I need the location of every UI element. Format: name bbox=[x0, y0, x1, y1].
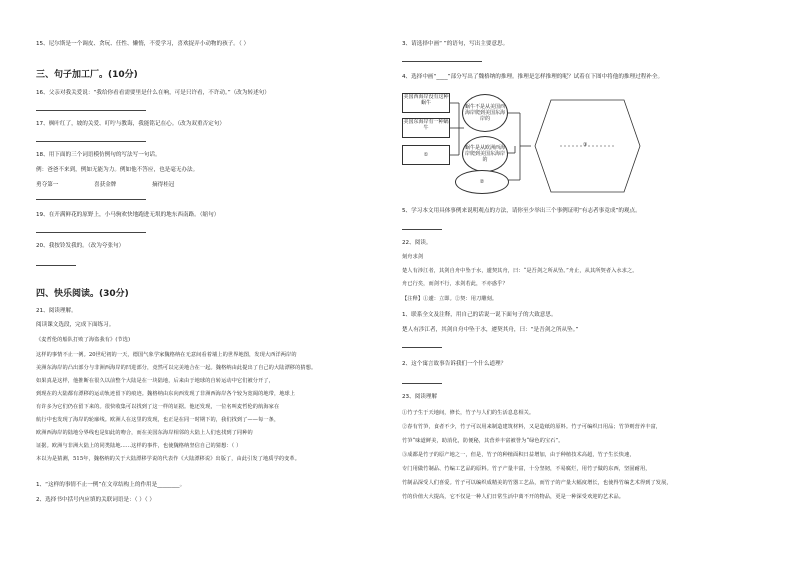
reading-text-line: 专门用做竹制品、竹编工艺品的原料。竹子产量丰富，十分坚韧，不易腐烂，用竹子做的东西，坚固耐用， bbox=[402, 466, 651, 472]
passage-source: 《麦哲伦的船队打败了海盗我有》(节选) bbox=[36, 337, 131, 343]
question-18: 18、用下面的三个词语模仿例句的写法写一句话。 bbox=[36, 152, 161, 158]
passage-line: 如果真是这样，他推断在很久以前整个大陆是在一块陆地，后来由于地球的自转运动中它们被分开了， bbox=[36, 378, 274, 384]
question-18-example: 例：爸爸不来到，例如无能为力。例如他不答应，也是毫无办法。 bbox=[36, 167, 199, 173]
question-17: 17、枫叶红了，坡的关爱、叮咛与教诲，我能铭记在心。（改为双重否定句） bbox=[36, 121, 225, 127]
hexagon-blank-3[interactable]: ③ bbox=[583, 142, 588, 148]
question-21-instruction: 阅读课文选段，完成下面练习。 bbox=[36, 322, 115, 328]
passage-line: 欧洲西海岸的陆地分界线也是如此的吻合，而在美国东海岸相邻的大陆上人们也找到了同种的 bbox=[36, 430, 253, 436]
premise-box-blank-1[interactable]: ① bbox=[402, 145, 450, 165]
answer-line-19[interactable] bbox=[36, 232, 146, 233]
answer-line-18[interactable] bbox=[36, 199, 146, 200]
passage-line: 航行中也发现了海岸的轮廓线。欧洲人在这里的发现，也正是在同一时期下的，我们找到了——每一条， bbox=[36, 417, 280, 423]
reading-text-line: 竹笋“味道鲜美，助消化，防便秘，其营养丰富被誉为“绿色的宝石”。 bbox=[402, 438, 564, 444]
fable-title: 刻舟求剑 bbox=[402, 254, 424, 260]
passage-line: 有许多为它们仍在留下来的。很快收集可以找到了这一样的证据。他还发现，一位名叫麦哲伦的航海家在 bbox=[36, 404, 280, 410]
passage-line: 证据。欧洲与非洲大陆上的同类陆地……这样的事件，也使魏格纳坚信自己的猜想：（ ） bbox=[36, 443, 242, 449]
question-19: 19、在开满鲜花的原野上，小马驹欢快地跑进无垠的地东西南路。（缩句） bbox=[36, 212, 220, 218]
fable-text-line: 楚人有涉江者，其剑自舟中坠于水，遽契其舟，曰：“是吾剑之所从坠。”舟止，从其所契者入水求之。 bbox=[402, 268, 638, 274]
reading-text-line: ②春有竹笋，食者不少，竹子可以用来制造建筑材料，又是造纸的原料。竹子可编织日用品；竹笋则营养丰富， bbox=[402, 424, 662, 430]
fable-notes: 【注释】①遽：立即。②契：用刀雕刻。 bbox=[402, 296, 498, 302]
hexagon-shape bbox=[535, 100, 640, 192]
passage-line: 到现在的大陆都有漂移的运动轨迹留下的痕迹。魏格纳由东向西发现了非洲西海岸各个较为宽阔的地带，地球上 bbox=[36, 391, 296, 397]
question-21: 21、阅读理解。 bbox=[36, 308, 77, 314]
question-22-sentence: 楚人有涉江者，其剑自舟中坠于水，遽契其舟，曰：“是吾剑之所从坠。” bbox=[402, 327, 579, 333]
question-22-1: 1、联系全文及注释，用自己的话说一说下面句子的大致意思。 bbox=[402, 312, 557, 318]
reading-text-line: 竹的价值大大提高，它不仅是一种人们日常生活中离不开的物品，更是一种深受欢迎的艺术品。 bbox=[402, 494, 625, 500]
answer-line-21-3[interactable] bbox=[402, 61, 482, 62]
answer-line-22-1[interactable] bbox=[402, 347, 442, 348]
answer-line-22-2[interactable] bbox=[402, 383, 442, 384]
premise-box-2: 美国东海岸有一种蜗牛 bbox=[402, 118, 450, 138]
premise-box-1: 美国西海岸没有这种蜗牛 bbox=[402, 93, 450, 113]
answer-line-20[interactable] bbox=[36, 265, 76, 266]
question-22: 22、阅读。 bbox=[402, 240, 432, 246]
conclusion-ellipse-2: 蜗牛是从欧洲西海岸爬到美国东海岸的 bbox=[462, 136, 508, 172]
word-3: 摘得桂冠 bbox=[152, 182, 175, 188]
reasoning-diagram bbox=[402, 88, 702, 208]
question-20: 20、我按铃发我的。（改为夸张句） bbox=[36, 243, 125, 249]
section-3-title: 三、句子加工厂。(10分) bbox=[36, 70, 138, 80]
word-1: 勇夺第一 bbox=[36, 182, 59, 188]
question-15: 15、尼尔斯是一个调皮、贪玩、任性、懒惰，不爱学习，喜欢捉弄小动物的孩子。（ ） bbox=[36, 41, 250, 47]
answer-line-16[interactable] bbox=[36, 110, 146, 111]
section-4-title: 四、快乐阅读。(30分) bbox=[36, 289, 129, 299]
answer-line-17[interactable] bbox=[36, 141, 146, 142]
passage-line: 本以为是猜测，515年，魏格纳的关于大陆漂移学说的代表作《大陆漂移说》出版了，由此引发了地质学的变革。 bbox=[36, 456, 301, 462]
reading-text-line: 竹制品深受人们喜爱。竹子可以编织成精美的竹器工艺品，而竹子的产量大幅度增长，也使得竹编艺术得到了发展， bbox=[402, 480, 672, 486]
question-16: 16、父亲对我关爱说：“我给你看看需要里是什么在响，可是只许看，不许动。”（改为转述句） bbox=[36, 90, 270, 96]
question-21-3: 3、请选择中画“ ”的语句，写出主要意思。 bbox=[402, 41, 509, 47]
passage-line: 美洲东海岸的凸出部分与非洲西海岸的凹进部分，竟然可以完美地合在一起。魏格纳由此提出了自己的大陆漂移的猜想。 bbox=[36, 365, 317, 371]
question-22-2: 2、这个寓言故事告诉我们一个什么道理？ bbox=[402, 361, 507, 367]
question-21-1: 1、“这样的事情不止一例”在文章结构上的作用是________。 bbox=[36, 482, 186, 488]
question-21-4: 4、选择中画“____”部分写出了魏格纳的推理。推理是怎样推理的呢？试着在下图中将他的推理过程补全。 bbox=[402, 74, 664, 80]
conclusion-ellipse-blank-2[interactable]: ② bbox=[455, 170, 509, 194]
conclusion-ellipse-1: 蜗牛不是从美国西海岸爬到美国东海岸的 bbox=[462, 94, 508, 132]
question-21-2: 2、选择书中括号内应填的关联词语是：（ ）（ ） bbox=[36, 497, 155, 503]
word-2: 喜获金牌 bbox=[94, 182, 117, 188]
passage-line: 这样的事情不止一例。20世纪初的一天，德国气象学家魏格纳在无意间看着墙上的世界地图，发现大西洋两岸的 bbox=[36, 352, 297, 358]
question-23: 23、阅读理解 bbox=[402, 394, 438, 400]
fable-text-line: 舟已行矣，而剑不行，求剑若此，不亦惑乎？ bbox=[402, 281, 508, 287]
question-21-5: 5、学习本文用具体事例来说明观点的方法，请你至少举出三个事例证明“有志者事竟成”的观点。 bbox=[402, 208, 641, 214]
reading-text-line: ①竹子生于天地间，修长，竹子与人们的生活息息相关。 bbox=[402, 410, 535, 416]
reading-text-line: ③成都是竹子的原产地之一，但是，竹子的种植面积日益增加，由于种植技术高超，竹子生长快速， bbox=[402, 452, 635, 458]
answer-line-21-5[interactable] bbox=[402, 229, 442, 230]
